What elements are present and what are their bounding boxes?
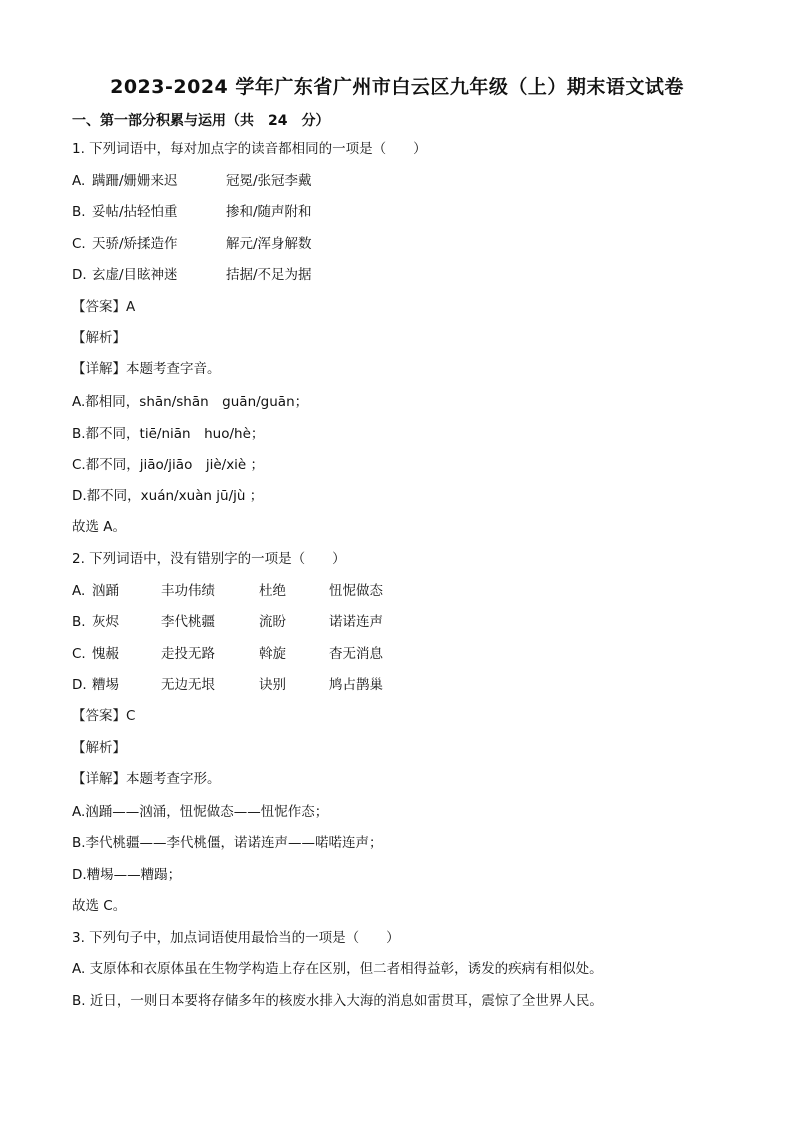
option-word: 糟埸	[92, 677, 119, 693]
option-letter: B.	[72, 204, 86, 220]
q1-detail: 【详解】本题考查字音。	[72, 361, 221, 377]
q2-answer: 【答案】C	[72, 708, 136, 724]
option-word-pair: 妥帖/拈轻怕重	[92, 204, 178, 220]
q2-explanation-line: B.李代桃疆——李代桃僵，诺诺连声——喏喏连声；	[72, 835, 383, 851]
option-word-pair: 解元/浑身解数	[226, 236, 312, 252]
q2-explanation-line: A.汹踊——汹涌，忸怩做态——忸怩作态；	[72, 804, 329, 820]
option-word-pair: 冠冕/张冠李戴	[226, 173, 312, 189]
q1-explanation-line: D.都不同，xuán/xuàn jū/jù ；	[72, 488, 264, 504]
q1-explanation-line: A.都相同，shān/shān guān/guān；	[72, 394, 309, 410]
page-title: 2023-2024 学年广东省广州市白云区九年级（上）期末语文试卷	[110, 76, 684, 98]
option-word-pair: 天骄/矫揉造作	[92, 236, 178, 252]
option-word: 汹踊	[92, 583, 119, 599]
option-word: 诀别	[259, 677, 286, 693]
option-word: 李代桃疆	[161, 614, 215, 630]
option-word: 杳无消息	[329, 646, 383, 662]
option-word: 诺诺连声	[329, 614, 383, 630]
option-word-pair: 蹒跚/姗姗来迟	[92, 173, 178, 189]
option-word: 走投无路	[161, 646, 215, 662]
option-letter: B.	[72, 614, 86, 630]
option-word: 鸠占鹊巢	[329, 677, 383, 693]
section-heading: 一、第一部分积累与运用（共 24 分）	[72, 113, 330, 129]
option-word: 流盼	[259, 614, 286, 630]
question-1-stem: 1. 下列词语中，每对加点字的读音都相同的一项是（ ）	[72, 141, 427, 157]
option-word: 杜绝	[259, 583, 286, 599]
q1-explanation-line: C.都不同，jiāo/jiāo jiè/xiè ；	[72, 457, 265, 473]
option-word: 无边无垠	[161, 677, 215, 693]
q1-answer: 【答案】A	[72, 299, 136, 315]
option-letter: A.	[72, 583, 86, 599]
question-3-stem: 3. 下列句子中，加点词语使用最恰当的一项是（ ）	[72, 930, 400, 946]
option-word: 斡旋	[259, 646, 286, 662]
q2-conclusion: 故选 C。	[72, 898, 127, 914]
q1-conclusion: 故选 A。	[72, 519, 127, 535]
option-word-pair: 玄虚/目眩神迷	[92, 267, 178, 283]
option-word: 灰烬	[92, 614, 119, 630]
q2-detail: 【详解】本题考查字形。	[72, 771, 221, 787]
option-word-pair: 拮据/不足为据	[226, 267, 312, 283]
q1-explanation-line: B.都不同，tiē/niān huo/hè；	[72, 426, 265, 442]
q1-analysis-label: 【解析】	[72, 330, 126, 346]
option-word: 丰功伟绩	[161, 583, 215, 599]
q2-analysis-label: 【解析】	[72, 740, 126, 756]
option-letter: C.	[72, 236, 86, 252]
q2-explanation-line: D.糟埸——糟蹋；	[72, 867, 182, 883]
option-letter: D.	[72, 267, 87, 283]
question-2-stem: 2. 下列词语中，没有错别字的一项是（ ）	[72, 551, 346, 567]
option-word-pair: 掺和/随声附和	[226, 204, 312, 220]
q3-option-a: A. 支原体和衣原体虽在生物学构造上存在区别，但二者相得益彰，诱发的疾病有相似处。	[72, 961, 603, 977]
q3-option-b: B. 近日，一则日本要将存储多年的核废水排入大海的消息如雷贯耳，震惊了全世界人民。	[72, 993, 603, 1009]
option-word: 愧赧	[92, 646, 119, 662]
option-letter: C.	[72, 646, 86, 662]
option-word: 忸怩做态	[329, 583, 383, 599]
option-letter: A.	[72, 173, 86, 189]
option-letter: D.	[72, 677, 87, 693]
